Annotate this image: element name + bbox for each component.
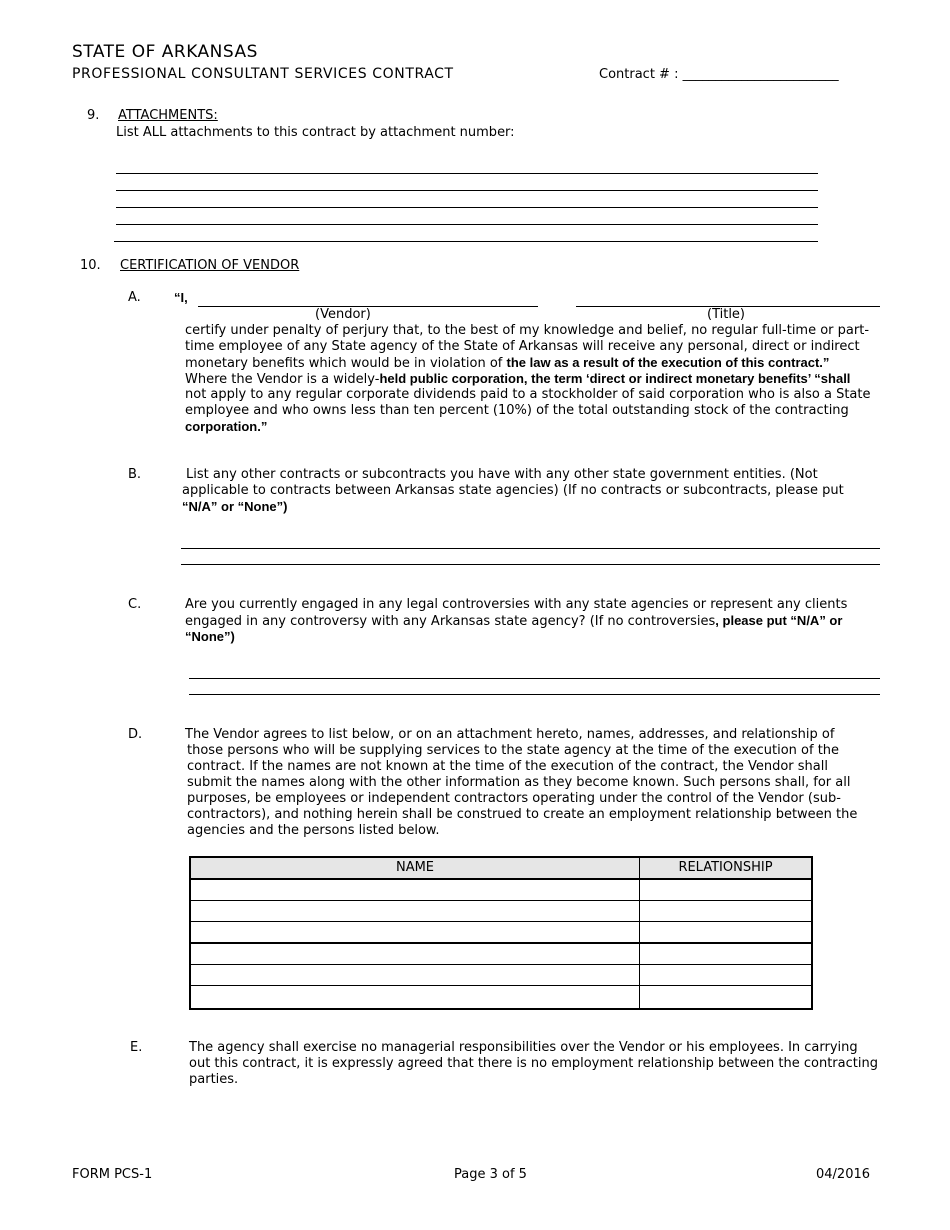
vendor-label: (Vendor)	[315, 307, 371, 322]
item-d-line: those persons who will be supplying services to the state agency at the time of the execution of the	[187, 743, 840, 758]
item-d-line: contract. If the names are not known at the time of the execution of the contract, the Vendor shall	[187, 759, 828, 774]
name-cell[interactable]	[190, 986, 640, 1010]
section-9-instruction: List ALL attachments to this contract by attachment number:	[116, 125, 515, 140]
controversies-line-1[interactable]	[189, 678, 880, 679]
section-9-heading: ATTACHMENTS:	[118, 108, 218, 123]
item-c-line	[185, 613, 847, 629]
name-cell[interactable]	[190, 901, 640, 922]
controversies-line-2[interactable]	[189, 694, 880, 695]
item-c-line-bold: , please put “N/A” or	[715, 613, 843, 628]
relationship-column-header: RELATIONSHIP	[640, 857, 813, 879]
form-title: PROFESSIONAL CONSULTANT SERVICES CONTRACT	[72, 66, 454, 82]
item-d-text	[185, 727, 857, 839]
attachment-line-4[interactable]	[116, 224, 818, 225]
section-10-number: 10.	[80, 258, 101, 273]
name-cell[interactable]	[190, 943, 640, 965]
cert-line-text: monetary benefits which would be in violation of	[185, 356, 507, 371]
relationship-cell[interactable]	[640, 901, 813, 922]
item-d-line: The Vendor agrees to list below, or on an attachment hereto, names, addresses, and relationship of	[185, 727, 835, 742]
item-c-line-text: engaged in any controversy with any Arkansas state agency? (If no controversies	[185, 614, 716, 629]
certify-open-quote: “I,	[174, 290, 188, 305]
table-row	[190, 922, 812, 944]
item-a-letter: A.	[128, 290, 141, 305]
table-header-row	[190, 857, 812, 879]
cert-line: not apply to any regular corporate dividends paid to a stockholder of said corporation who is also a State	[185, 387, 871, 402]
cert-line: employee and who owns less than ten percent (10%) of the total outstanding stock of the contracting	[185, 403, 849, 418]
relationship-cell[interactable]	[640, 943, 813, 965]
table-row	[190, 943, 812, 965]
item-b-line-bold: “N/A” or “None”)	[182, 499, 288, 514]
item-d-line: purposes, be employees or independent contractors operating under the control of the Vendor (sub-	[187, 791, 841, 806]
state-title: STATE OF ARKANSAS	[72, 42, 258, 62]
name-column-header: NAME	[190, 857, 640, 879]
attachment-line-2[interactable]	[116, 190, 818, 191]
attachment-line-3[interactable]	[116, 207, 818, 208]
item-c-text	[185, 597, 847, 645]
item-c-line-bold: “None”)	[185, 629, 235, 644]
table-row	[190, 965, 812, 986]
item-c-line: Are you currently engaged in any legal controversies with any state agencies or represent any clients	[185, 597, 848, 612]
item-e-line: parties.	[189, 1072, 239, 1087]
footer-page-number: Page 3 of 5	[454, 1167, 527, 1182]
section-9-number: 9.	[87, 108, 100, 123]
cert-line-bold: the law as a result of the execution of this contract.”	[506, 355, 830, 370]
table-row	[190, 986, 812, 1010]
footer-date: 04/2016	[816, 1167, 871, 1182]
item-e-letter: E.	[130, 1040, 143, 1055]
item-e-text	[189, 1040, 878, 1088]
name-cell[interactable]	[190, 879, 640, 901]
cert-line: certify under penalty of perjury that, to the best of my knowledge and belief, no regular full-time or part-	[185, 323, 870, 338]
footer-form-id: FORM PCS-1	[72, 1167, 153, 1182]
contracts-line-1[interactable]	[181, 548, 880, 549]
item-d-line: contractors), and nothing herein shall be construed to create an employment relationship between the	[187, 807, 858, 822]
cert-line	[185, 355, 871, 371]
cert-line-bold: corporation.”	[185, 419, 268, 434]
attachment-line-1[interactable]	[116, 173, 818, 174]
cert-line-bold: held public corporation, the term ‘direct or indirect monetary benefits’ “shall	[379, 371, 851, 386]
relationship-cell[interactable]	[640, 965, 813, 986]
contracts-line-2[interactable]	[181, 564, 880, 565]
item-c-letter: C.	[128, 597, 142, 612]
item-d-line: submit the names along with the other information as they become known. Such persons shall, for all	[187, 775, 851, 790]
item-b-line: applicable to contracts between Arkansas state agencies) (If no contracts or subcontracts, please put	[182, 483, 844, 498]
item-b-letter: B.	[128, 467, 142, 482]
item-e-line: The agency shall exercise no managerial responsibilities over the Vendor or his employees. In carrying	[189, 1040, 858, 1055]
relationship-cell[interactable]	[640, 879, 813, 901]
name-cell[interactable]	[190, 965, 640, 986]
item-e-line: out this contract, it is expressly agreed that there is no employment relationship between the contracting	[189, 1056, 878, 1071]
cert-line	[185, 371, 871, 387]
relationship-cell[interactable]	[640, 986, 813, 1010]
name-cell[interactable]	[190, 922, 640, 944]
item-d-letter: D.	[128, 727, 143, 742]
item-b-text	[182, 467, 844, 515]
table-row	[190, 901, 812, 922]
item-b-line: List any other contracts or subcontracts you have with any other state government entities. (Not	[186, 467, 818, 482]
certification-text	[185, 323, 871, 435]
attachment-line-5[interactable]	[114, 241, 818, 242]
item-d-line: agencies and the persons listed below.	[187, 823, 440, 838]
cert-line: time employee of any State agency of the State of Arkansas will receive any personal, direct or indirect	[185, 339, 860, 354]
table-row	[190, 879, 812, 901]
relationship-cell[interactable]	[640, 922, 813, 944]
contract-number-field[interactable]: Contract # : ________________________	[599, 67, 839, 82]
section-10-heading: CERTIFICATION OF VENDOR	[120, 258, 300, 273]
title-label: (Title)	[707, 307, 746, 322]
persons-table	[189, 856, 813, 1010]
cert-line-text: Where the Vendor is a widely-	[185, 372, 380, 387]
